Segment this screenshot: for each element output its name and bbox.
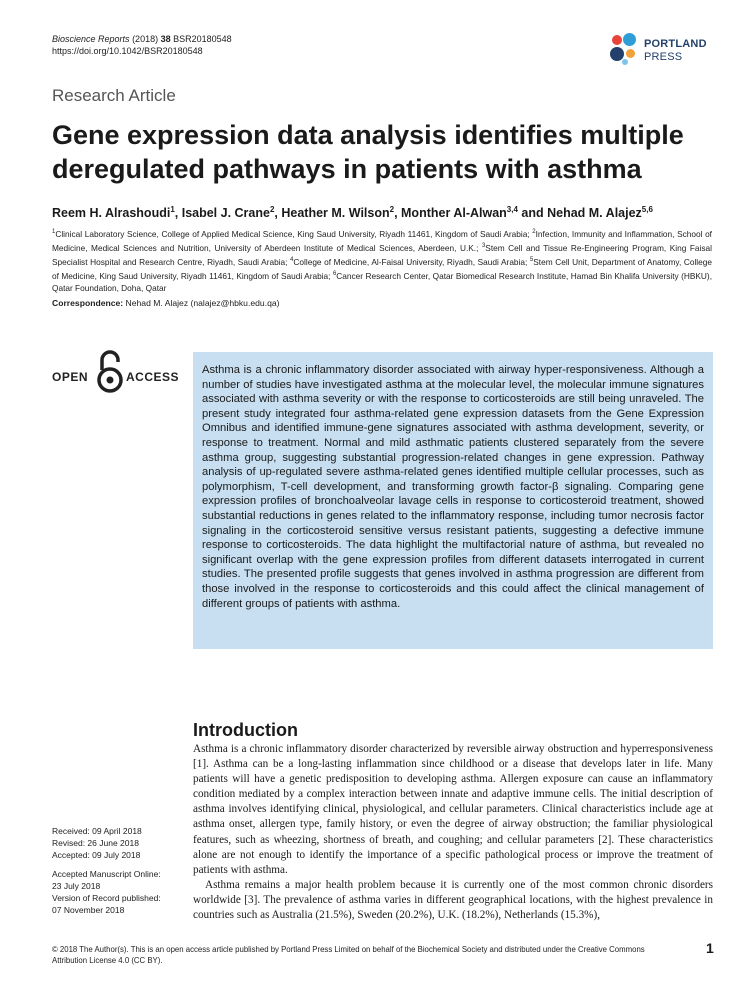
logo-wordmark <box>644 38 707 64</box>
abstract-box <box>193 352 713 649</box>
manuscript-label: Accepted Manuscript Online: <box>52 869 161 880</box>
introduction-body <box>193 742 713 923</box>
date-accepted: Accepted: 09 July 2018 <box>52 849 141 860</box>
author-name: Reem H. Alrashoudi <box>52 206 171 221</box>
logo-dot-blue <box>623 33 636 46</box>
open-lock-icon <box>96 350 124 394</box>
author-sep: and <box>517 206 548 221</box>
manuscript-date: 23 July 2018 <box>52 881 101 892</box>
logo-line1: PORTLAND <box>644 38 707 50</box>
affil-sup: 3 <box>481 243 486 250</box>
author-name: Isabel J. Crane <box>181 206 270 221</box>
body-paragraph: Asthma remains a major health problem because it is currently one of the most common chronic disorders worldwide [3]. The prevalence of asthma varies in different geographical locations, with the highest prevalence in countries such as Australia (21.5%), Sweden (20.2%), U.K. (18.2%), Netherlands (15.3%), <box>193 878 713 922</box>
journal-volume: 38 <box>160 34 171 44</box>
affil-sup: 1 <box>52 229 56 235</box>
logo-dot-red <box>612 35 622 45</box>
affil-text: Stem Cell Unit, Department of Anatomy, College of Medicine, King Saud University, Riyadh 11461, Kingdom of Saudi Arabia; <box>52 256 712 281</box>
record-date: 07 November 2018 <box>52 904 125 915</box>
author-sep: , <box>394 206 402 221</box>
author-name: Monther Al-Alwan <box>401 206 507 221</box>
journal-header <box>52 33 232 57</box>
portland-press-logo[interactable] <box>608 33 720 67</box>
introduction-heading: Introduction <box>193 720 298 740</box>
author-list <box>52 205 712 220</box>
open-access-badge <box>52 350 182 396</box>
open-access-left: OPEN <box>52 370 89 384</box>
license-footer: © 2018 The Author(s). This is an open access article published by Portland Press Limited on behalf of the Biochemical Society and distributed under the Creative Commons Attribution License 4.0 (CC BY). <box>52 945 645 965</box>
author-sup: 5,6 <box>641 205 653 214</box>
journal-name: Bioscience Reports <box>52 34 130 44</box>
affil-sup: 5 <box>529 257 534 264</box>
logo-dot-lightblue <box>622 59 628 65</box>
body-paragraph: Asthma is a chronic inflammatory disorder characterized by reversible airway obstruction and hyperresponsiveness [1]. Asthma can be a long-lasting inflammation since childhood or a disease that develops later in life. Many patients will have a genetic predisposition to developing asthma. Allergen exposure can cause an inflammatory condition mediated by a complex interaction between innate and adaptive immune cells. The initial description of asthma involves identifying clinical, physiological, and cellular parameters. Clinical characteristics include age at asthma onset, allergen type, family history, or even the degree of airway obstruction; the familiar physiological features, such as wheezing, shortness of breath, and coughing; and cellular parameters [2]. These characteristics alone are not enough to identify the importance of a specific pathological process or improve the treatment of patients with asthma. <box>193 743 713 876</box>
affil-sup: 4 <box>290 257 294 264</box>
affiliations <box>52 226 712 295</box>
article-title: Gene expression data analysis identifies multiple deregulated pathways in patients with asthma <box>52 120 684 184</box>
correspondence <box>52 298 280 308</box>
abstract-text: Asthma is a chronic inflammatory disorder associated with airway hyper-responsiveness. Although a number of studies have investigated asthma at the molecular level, the molecular immune signatures associated with asthma severity or with the response to corticosteroids are still being unraveled. The present study integrated four asthma-related gene expression datasets from the Gene Expression Omnibus and identified immune-gene signatures associated with asthma development, severity, or response to treatment. Normal and mild asthmatic patients clustered separately from the severe asthma group, suggesting substantial progression-related changes in gene expression. Pathway analysis of up-regulated severe asthma-related genes identified multiple cellular processes, such as polymorphism, T-cell development, and transforming growth factor-β signaling. Comparing gene expression profiles of bronchoalveolar lavage cells in response to corticosteroid treatment, showed substantial reductions in genes related to the inflammatory response, including tumor necrosis factor signaling in the corticosteroid sensitive versus resistant patients, suggesting a defective immune response to corticosteroids. The data highlight the multifactorial nature of asthma, but revealed no significant overlap with the gene expression profiles from different datasets interrogated in current studies. The presented profile suggests that genes involved in asthma progression are different from those involved in the response to corticosteroids and this could affect the clinical management of different groups of patients with asthma. <box>202 364 704 610</box>
page-number: 1 <box>706 940 714 956</box>
doi-link[interactable]: https://doi.org/10.1042/BSR20180548 <box>52 46 203 56</box>
affil-sup: 2 <box>532 229 536 235</box>
author-sup: 2 <box>269 205 275 214</box>
affil-text: Stem Cell and Tissue Re-Engineering Program, King Faisal Specialist Hospital and Research Centre, Riyadh, Saudi Arabia; <box>52 242 712 267</box>
author-name: Nehad M. Alajez <box>547 206 642 221</box>
author-sup: 2 <box>389 205 395 214</box>
correspondence-text[interactable]: Nehad M. Alajez (nalajez@hbku.edu.qa) <box>125 298 280 308</box>
affil-text: Clinical Laboratory Science, College of Applied Medical Science, King Saud University, Riyadh 11461, Kingdom of Saudi Arabia; <box>55 228 533 239</box>
author-name: Heather M. Wilson <box>281 206 390 221</box>
correspondence-label: Correspondence: <box>52 298 124 308</box>
article-dates <box>52 826 192 917</box>
author-sep: , <box>274 206 282 221</box>
affil-text: College of Medicine, Al-Faisal University, Riyadh, Saudi Arabia; <box>293 256 530 267</box>
record-label: Version of Record published: <box>52 892 161 903</box>
article-type-label: Research Article <box>52 86 176 105</box>
author-sup: 3,4 <box>506 205 518 214</box>
journal-year: (2018) <box>132 34 159 44</box>
logo-dot-orange <box>626 49 635 58</box>
open-access-right: ACCESS <box>126 370 180 384</box>
affil-text: Cancer Research Center, Qatar Biomedical Research Institute, Hamad Bin Khalifa University (HBKU), Qatar Foundation, Doha, Qatar <box>52 270 712 294</box>
journal-citation <box>52 33 232 45</box>
date-received: Received: 09 April 2018 <box>52 826 142 836</box>
date-revised: Revised: 26 June 2018 <box>52 837 139 848</box>
logo-line2: PRESS <box>644 51 683 63</box>
author-sup: 1 <box>170 205 175 214</box>
affil-text: Infection, Immunity and Inflammation, School of Medicine, Medical Sciences and Nutrition, University of Aberdeen Institute of Medical Sciences, Aberdeen, U.K.; <box>52 228 712 253</box>
affil-sup: 6 <box>332 271 337 278</box>
author-sep: , <box>174 206 182 221</box>
article-id: BSR20180548 <box>173 34 232 44</box>
